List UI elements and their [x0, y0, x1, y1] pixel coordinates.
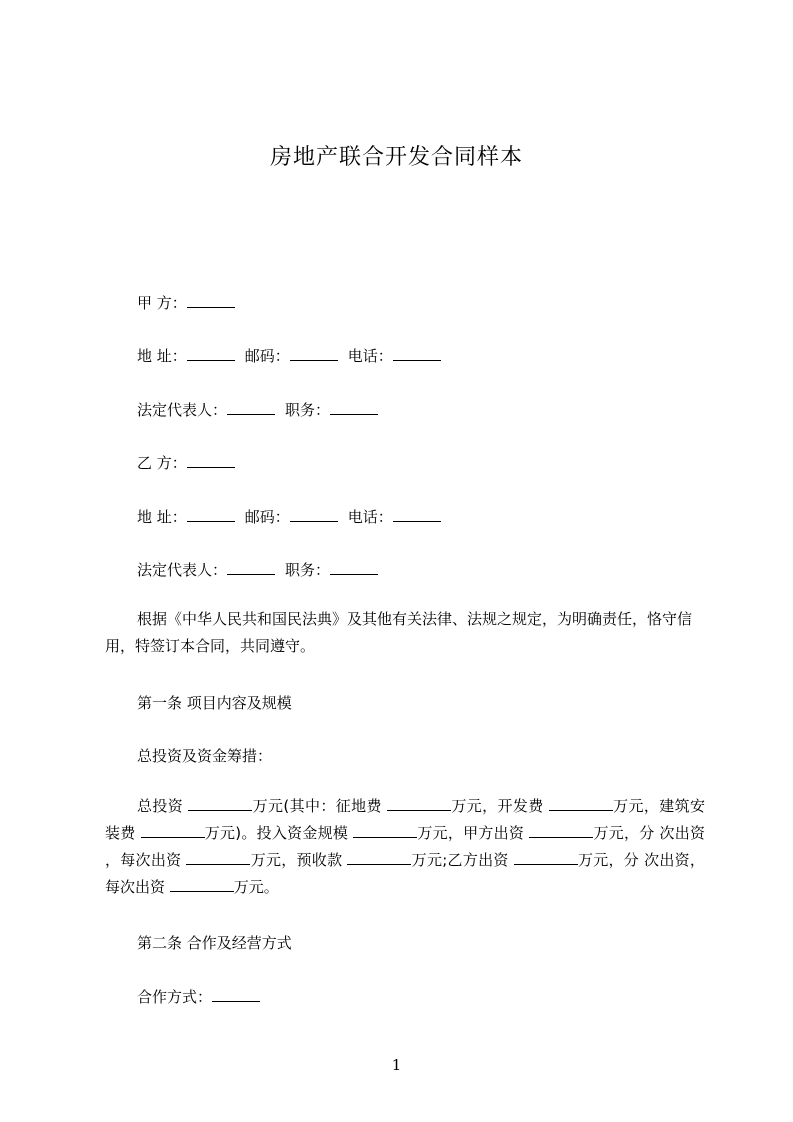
- page-number: 1: [391, 1056, 402, 1074]
- document-title: 房地产联合开发合同样本: [269, 145, 523, 170]
- party-b-contact-line: [137, 506, 441, 527]
- party-b-contribution-blank: [514, 850, 578, 865]
- party-b-rep-line: [137, 559, 378, 580]
- party-b-label: 乙 方：: [137, 454, 187, 472]
- advance-payment-blank: [347, 850, 411, 865]
- article-1-subheading: 总投资及资金筹措：: [137, 747, 273, 765]
- investment-text-8: 万元，预收款: [250, 851, 343, 869]
- land-fee-blank: [387, 796, 451, 811]
- investment-text-1: 总投资: [137, 797, 184, 815]
- party-a-phone-label: 电话：: [347, 347, 393, 365]
- investment-text-2: 万元(其中：征地费: [252, 797, 382, 815]
- party-a-address-label: 地 址：: [137, 347, 187, 365]
- investment-text-10: 万元，分 次出资， 每次出资: [105, 851, 705, 896]
- party-b-address-blank: [187, 507, 235, 522]
- party-a-position-blank: [330, 400, 378, 415]
- article-1-heading: 第一条 项目内容及规模: [137, 694, 292, 712]
- party-a-contribution-blank: [529, 823, 593, 838]
- party-b-phone-blank: [393, 507, 441, 522]
- party-a-label: 甲 方：: [137, 294, 187, 312]
- party-b-phone-label: 电话：: [347, 508, 393, 526]
- party-b-position-label: 职务：: [285, 561, 331, 579]
- investment-paragraph: [105, 793, 705, 901]
- party-b-installment-blank: [170, 877, 234, 892]
- party-a-contact-line: [137, 345, 441, 366]
- party-a-legal-rep-blank: [227, 400, 275, 415]
- party-b-blank: [187, 453, 235, 468]
- investment-text-11: 万元。: [233, 878, 279, 896]
- party-a-position-label: 职务：: [285, 401, 331, 419]
- investment-text-4: 万元，建筑安装费: [105, 797, 705, 842]
- party-a-blank: [187, 293, 235, 308]
- investment-text-3: 万元，开发费: [450, 797, 544, 815]
- party-b-legal-rep-label: 法定代表人：: [137, 561, 228, 579]
- preamble-paragraph: 根据《中华人民共和国民法典》及其他有关法律、法规之规定，为明确责任，恪守信用，特签订本合同，共同遵守。: [105, 610, 693, 655]
- party-b-line: [137, 452, 235, 473]
- party-a-address-blank: [187, 346, 235, 361]
- party-a-postcode-blank: [290, 346, 338, 361]
- party-b-position-blank: [330, 560, 378, 575]
- party-a-rep-line: [137, 399, 378, 420]
- party-b-legal-rep-blank: [227, 560, 275, 575]
- party-a-line: [137, 292, 235, 313]
- investment-text-9: 万元;乙方出资: [411, 851, 509, 869]
- investment-text-6: 万元，甲方出资: [417, 824, 525, 842]
- party-a-installment-blank: [186, 850, 250, 865]
- party-b-postcode-blank: [290, 507, 338, 522]
- party-a-postcode-label: 邮码：: [244, 347, 290, 365]
- party-a-phone-blank: [393, 346, 441, 361]
- total-investment-blank: [188, 796, 252, 811]
- cooperation-method-label: 合作方式：: [137, 988, 213, 1006]
- cooperation-method-blank: [212, 987, 260, 1002]
- investment-text-5: 万元)。投入资金规模: [204, 824, 349, 842]
- party-b-address-label: 地 址：: [137, 508, 187, 526]
- cooperation-method-line: [137, 986, 260, 1007]
- capital-scale-blank: [353, 823, 417, 838]
- development-fee-blank: [549, 796, 613, 811]
- party-a-legal-rep-label: 法定代表人：: [137, 401, 228, 419]
- article-2-heading: 第二条 合作及经营方式: [137, 934, 292, 952]
- construction-fee-blank: [141, 823, 205, 838]
- party-b-postcode-label: 邮码：: [244, 508, 290, 526]
- investment-text-7: 万元，分 次出资 ，每次出资: [105, 824, 705, 869]
